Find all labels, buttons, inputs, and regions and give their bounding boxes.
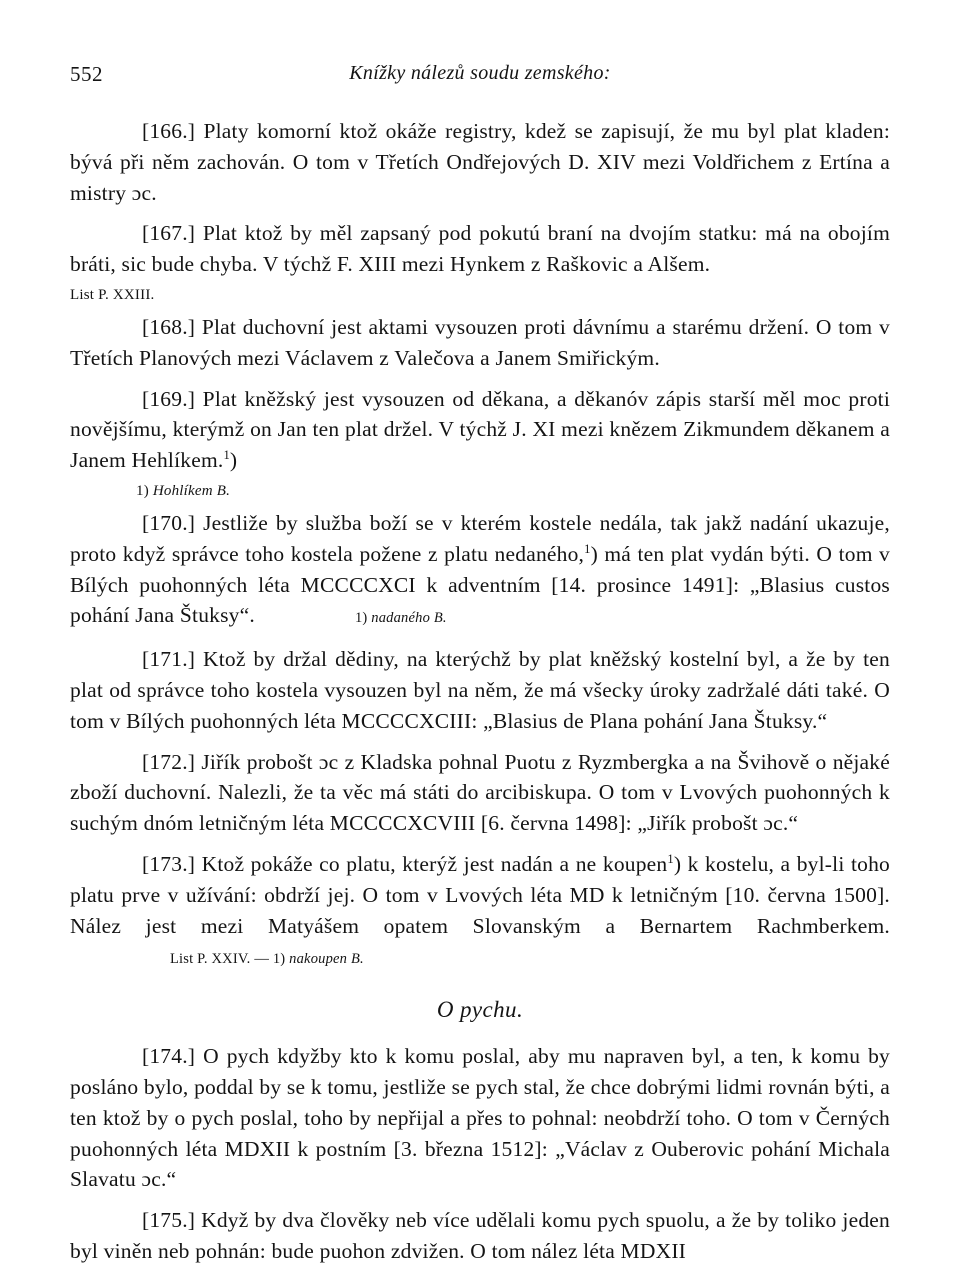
list-marker-xxiii: List P. XXIII. bbox=[70, 286, 155, 303]
footnote-173 bbox=[98, 944, 364, 975]
entry-170: [170.] Jestliže by služba boží se v kterém kostele nedála, tak jakž nadání ukazuje, proto když správce toho kostela požene z platu nedaného,$^1$) má ten plat vydán býti. O tom v Bílých puohonných léta MCCCCXCI k adventním [14. prosince 1491]: „Blasius custos pohání Jana Štuksy“. 1) nadaného B. bbox=[70, 508, 890, 634]
footnote-169-text: Hohlíkem B. bbox=[152, 482, 231, 499]
entry-170-text-b: má ten plat vydán býti. O tom v Bílých puohonných léta MCCCCXCI k adventním [14. prosince 1491]: „Blasius custos pohání Jana Štuksy“. bbox=[70, 541, 891, 628]
footnote-mark: 1 bbox=[667, 851, 674, 866]
entry-167: [167.] Plat ktož by měl zapsaný pod pokutú braní na dvojím statku: má na obojím bráti, sic bude chyba. V týchž F. XIII mezi Hynkem z Raškovic a Alšem. bbox=[70, 221, 890, 277]
entry-175: [175.] Když by dva člověky neb více udělali komu pych spuolu, a že by toliko jeden byl viněn neb pohnán: bude puohon zdvižen. O tom nález léta MDXII bbox=[70, 1208, 890, 1263]
footnote-170-text: nadaného B. bbox=[371, 610, 447, 627]
entry-166: [166.] Platy komorní ktož okáže registry, kdež se zapisují, že mu byl plat kladen: bývá při něm zachován. O tom v Třetích Ondřejových D. XIV mezi Voldřichem z Ertína a mistry ɔc. bbox=[70, 119, 890, 205]
footnote-mark: 1 bbox=[223, 448, 230, 463]
list-marker-xxiv: List P. XXIV. — bbox=[170, 951, 270, 968]
footnote-173-marker: 1) bbox=[272, 951, 286, 968]
footnote-170-marker: 1) bbox=[354, 610, 368, 627]
entry-169-text: [169.] Plat kněžský jest vysouzen od děkana, a děkanóv zápis starší měl moc proti novějšímu, kterýmž on Jan ten plat držel. V týchž J. XI mezi knězem Zikmundem děkanem a Janem Hehlíkem. bbox=[70, 386, 890, 473]
section-heading: O pychu. bbox=[436, 997, 524, 1023]
entry-174: [174.] O pych kdyžby kto k komu poslal, aby mu napraven byl, a ten, k komu by posláno bylo, poddal by se k tomu, jestliže se pych stal, že chce dobrými lidmi rovnán býti, a ten ktož by o pych poslal, toho by nepřijal a přes to pohnal: neobdrží toho. O tom v Černých puohonných léta MDXII k postním [3. března 1512]: „Václav z Ouberovic pohání Michala Slavatu ɔc.“ bbox=[70, 1044, 890, 1192]
entry-170-text-a: [170.] Jestliže by služba boží se v kterém kostele nedála, tak jakž nadání ukazuje, proto když správce toho kostela požene z platu nedaného, bbox=[70, 510, 890, 566]
footnote-mark: 1 bbox=[584, 541, 591, 556]
footnote-173-text: nakoupen B. bbox=[289, 951, 364, 968]
page-body bbox=[70, 116, 890, 1277]
entry-171: [171.] Ktož by držal dědiny, na kterýchž by plat kněžský kostelní byl, a že by ten plat od správce toho kostela vysouzen byl na něm, že má všecky úroky zadržalé dáti také. O tom v Bílých puohonných léta MCCCCXCIII: „Blasius de Plana pohání Jana Štuksy.“ bbox=[70, 647, 890, 733]
entry-169: [169.] Plat kněžský jest vysouzen od děkana, a děkanóv zápis starší měl moc proti novějšímu, kterýmž on Jan ten plat držel. V týchž J. XI mezi knězem Zikmundem děkanem a Janem Hehlíkem.$^1$) bbox=[70, 386, 890, 473]
page-header bbox=[70, 62, 890, 92]
entry-168: [168.] Plat duchovní jest aktami vysouzen proti dávnímu a starému držení. O tom v Třetích Planových mezi Václavem z Valečova a Janem Smiřickým. bbox=[70, 314, 890, 370]
page-number: 552 bbox=[70, 62, 103, 86]
entry-173-text-b: k kostelu, a byl-li toho platu prve v užívání: obdrží jej. O tom v Lvových léta MD k letničným [10. června 1500]. Nález jest mezi Matyášem opatem Slovanským a Bernartem Rachmberkem. bbox=[70, 851, 890, 938]
footnote-169 bbox=[70, 480, 890, 502]
footnote-170 bbox=[283, 603, 447, 634]
entry-173: [173.] Ktož pokáže co platu, kterýž jest nadán a ne koupen$^1$) k kostelu, a byl-li toho platu prve v užívání: obdrží jej. O tom v Lvových léta MD k letničným [10. června 1500]. Nález jest mezi Matyášem opatem Slovanským a Bernartem Rachmberkem.List P. XXIV. — 1) nakoupen B. bbox=[70, 849, 890, 975]
footnote-169-marker: 1) bbox=[136, 482, 149, 499]
entry-172: [172.] Jiřík probošt ɔc z Kladska pohnal Puotu z Ryzmbergka a na Švihově o nějaké zboží duchovní. Nalezli, že ta věc má státi do arcibiskupa. O tom v Lvových puohonných k suchým dnóm letničným léta MCCCCXCVIII [6. června 1498]: „Jiřík probošt ɔc.“ bbox=[70, 749, 890, 836]
running-title: Knížky nálezů soudu zemského: bbox=[349, 62, 611, 84]
entry-173-text-a: [173.] Ktož pokáže co platu, kterýž jest nadán a ne koupen bbox=[142, 851, 668, 876]
